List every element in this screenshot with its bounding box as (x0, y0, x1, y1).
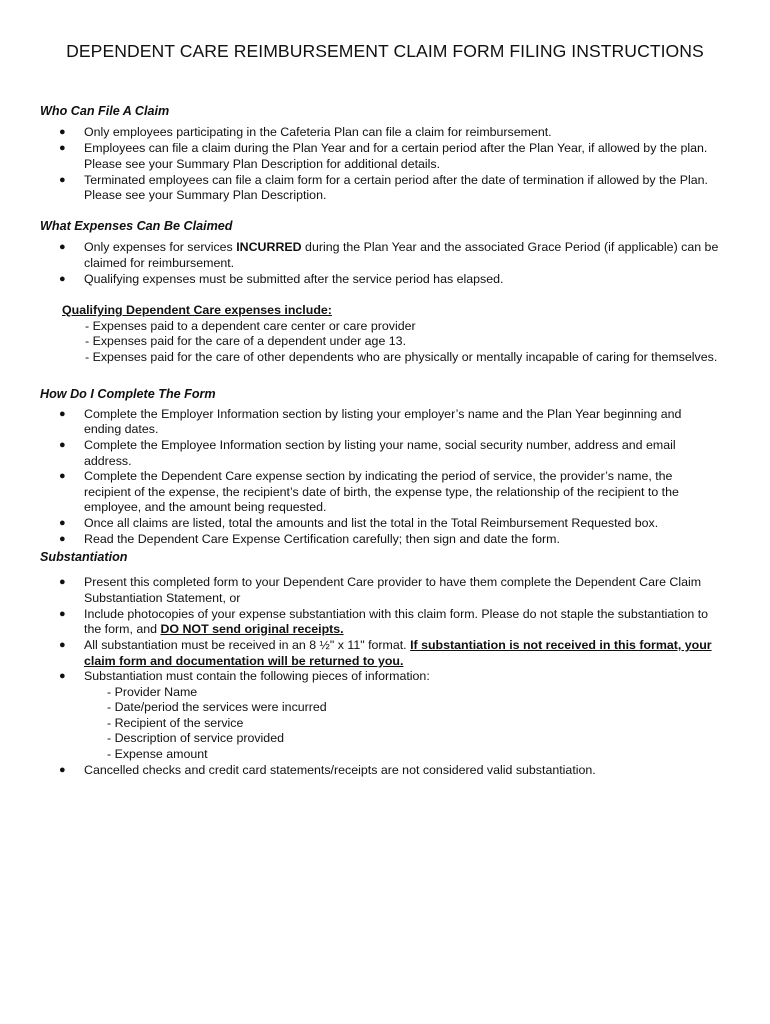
who-item-3-line-1: Terminated employees can file a claim form for a certain period after the date of termination if allowed by the Plan. (84, 173, 708, 187)
bullet: ● (59, 517, 66, 529)
bullet: ● (59, 408, 66, 420)
who-item-2-line-2: Please see your Summary Plan Description for additional details. (84, 157, 441, 171)
what-item-1-pre: Only expenses for services (84, 240, 237, 254)
bullet: ● (59, 470, 66, 482)
info-item: - Expense amount (107, 747, 208, 761)
subst-item-2-line-2 (84, 622, 344, 638)
what-item-1-post: during the Plan Year and the associated Grace Period (if applicable) can be (301, 240, 719, 254)
how-item-2-line-1: Complete the Employee Information section by listing your name, social security number, address and email (84, 438, 676, 452)
bullet: ● (59, 533, 66, 545)
qualifying-item: - Expenses paid to a dependent care center or care provider (85, 319, 416, 333)
heading-how-complete: How Do I Complete The Form (40, 387, 216, 401)
subst-item-2-line-1: Include photocopies of your expense substantiation with this claim form. Please do not staple the substantiation to (84, 607, 709, 621)
subst-item-3-pre: All substantiation must be received in an 8 ½" x 11" format. (84, 638, 411, 652)
how-item-3-line-1: Complete the Dependent Care expense section by indicating the period of service, the provider’s name, the (84, 469, 673, 483)
qualifying-item: - Expenses paid for the care of a dependent under age 13. (85, 334, 407, 348)
subst-item-2-pre: the form, and (84, 622, 161, 636)
incurred-emphasis: INCURRED (236, 240, 302, 254)
subst-item-4: Substantiation must contain the following pieces of information: (84, 669, 430, 683)
info-item: - Recipient of the service (107, 716, 244, 730)
bullet: ● (59, 439, 66, 451)
who-item-3-line-2: Please see your Summary Plan Description. (84, 188, 327, 202)
bullet: ● (59, 174, 66, 186)
heading-who-can-file: Who Can File A Claim (40, 104, 170, 118)
how-item-3-line-3: employee, and the amount being requested. (84, 500, 327, 514)
bullet: ● (59, 670, 66, 682)
how-item-4: Once all claims are listed, total the amounts and list the total in the Total Reimbursement Requested box. (84, 516, 659, 530)
bullet: ● (59, 764, 66, 776)
document-title: DEPENDENT CARE REIMBURSEMENT CLAIM FORM FILING INSTRUCTIONS (66, 41, 704, 61)
subst-item-3-line-1 (84, 638, 712, 654)
how-item-5: Read the Dependent Care Expense Certification carefully; then sign and date the form. (84, 532, 560, 546)
bullet: ● (59, 126, 66, 138)
heading-what-expenses: What Expenses Can Be Claimed (40, 219, 233, 233)
heading-substantiation: Substantiation (40, 550, 128, 564)
bullet: ● (59, 273, 66, 285)
what-item-2: Qualifying expenses must be submitted after the service period has elapsed. (84, 272, 504, 286)
bullet: ● (59, 639, 66, 651)
format-warning-emphasis: If substantiation is not received in this format, your (410, 638, 712, 652)
qualifying-expenses-heading: Qualifying Dependent Care expenses include: (62, 303, 332, 317)
who-item-1-line-1: Only employees participating in the Cafeteria Plan can file a claim for reimbursement. (84, 125, 552, 139)
how-item-1-line-1: Complete the Employer Information section by listing your employer’s name and the Plan Year beginning and (84, 407, 682, 421)
how-item-1-line-2: ending dates. (84, 422, 159, 436)
subst-item-3-line-2: claim form and documentation will be returned to you. (84, 654, 404, 668)
bullet: ● (59, 576, 66, 588)
subst-item-1-line-2: Substantiation Statement, or (84, 591, 241, 605)
info-item: - Description of service provided (107, 731, 284, 745)
bullet: ● (59, 241, 66, 253)
info-item: - Provider Name (107, 685, 198, 699)
who-item-2-line-1: Employees can file a claim during the Plan Year and for a certain period after the Plan Year, if allowed by the plan. (84, 141, 708, 155)
bullet: ● (59, 142, 66, 154)
what-item-1-line-2: claimed for reimbursement. (84, 256, 235, 270)
what-item-1-line-1 (84, 240, 718, 256)
subst-item-1-line-1: Present this completed form to your Dependent Care provider to have them complete the Dependent Care Claim (84, 575, 702, 589)
subst-item-5: Cancelled checks and credit card statements/receipts are not considered valid substantiation. (84, 763, 596, 777)
no-original-receipts-emphasis: DO NOT send original receipts. (160, 622, 344, 636)
qualifying-item: - Expenses paid for the care of other dependents who are physically or mentally incapable of caring for themselves. (85, 350, 718, 364)
how-item-2-line-2: address. (84, 454, 132, 468)
bullet: ● (59, 608, 66, 620)
how-item-3-line-2: recipient of the expense, the recipient’s date of birth, the expense type, the relationship of the recipient to the (84, 485, 679, 499)
info-item: - Date/period the services were incurred (107, 700, 327, 714)
